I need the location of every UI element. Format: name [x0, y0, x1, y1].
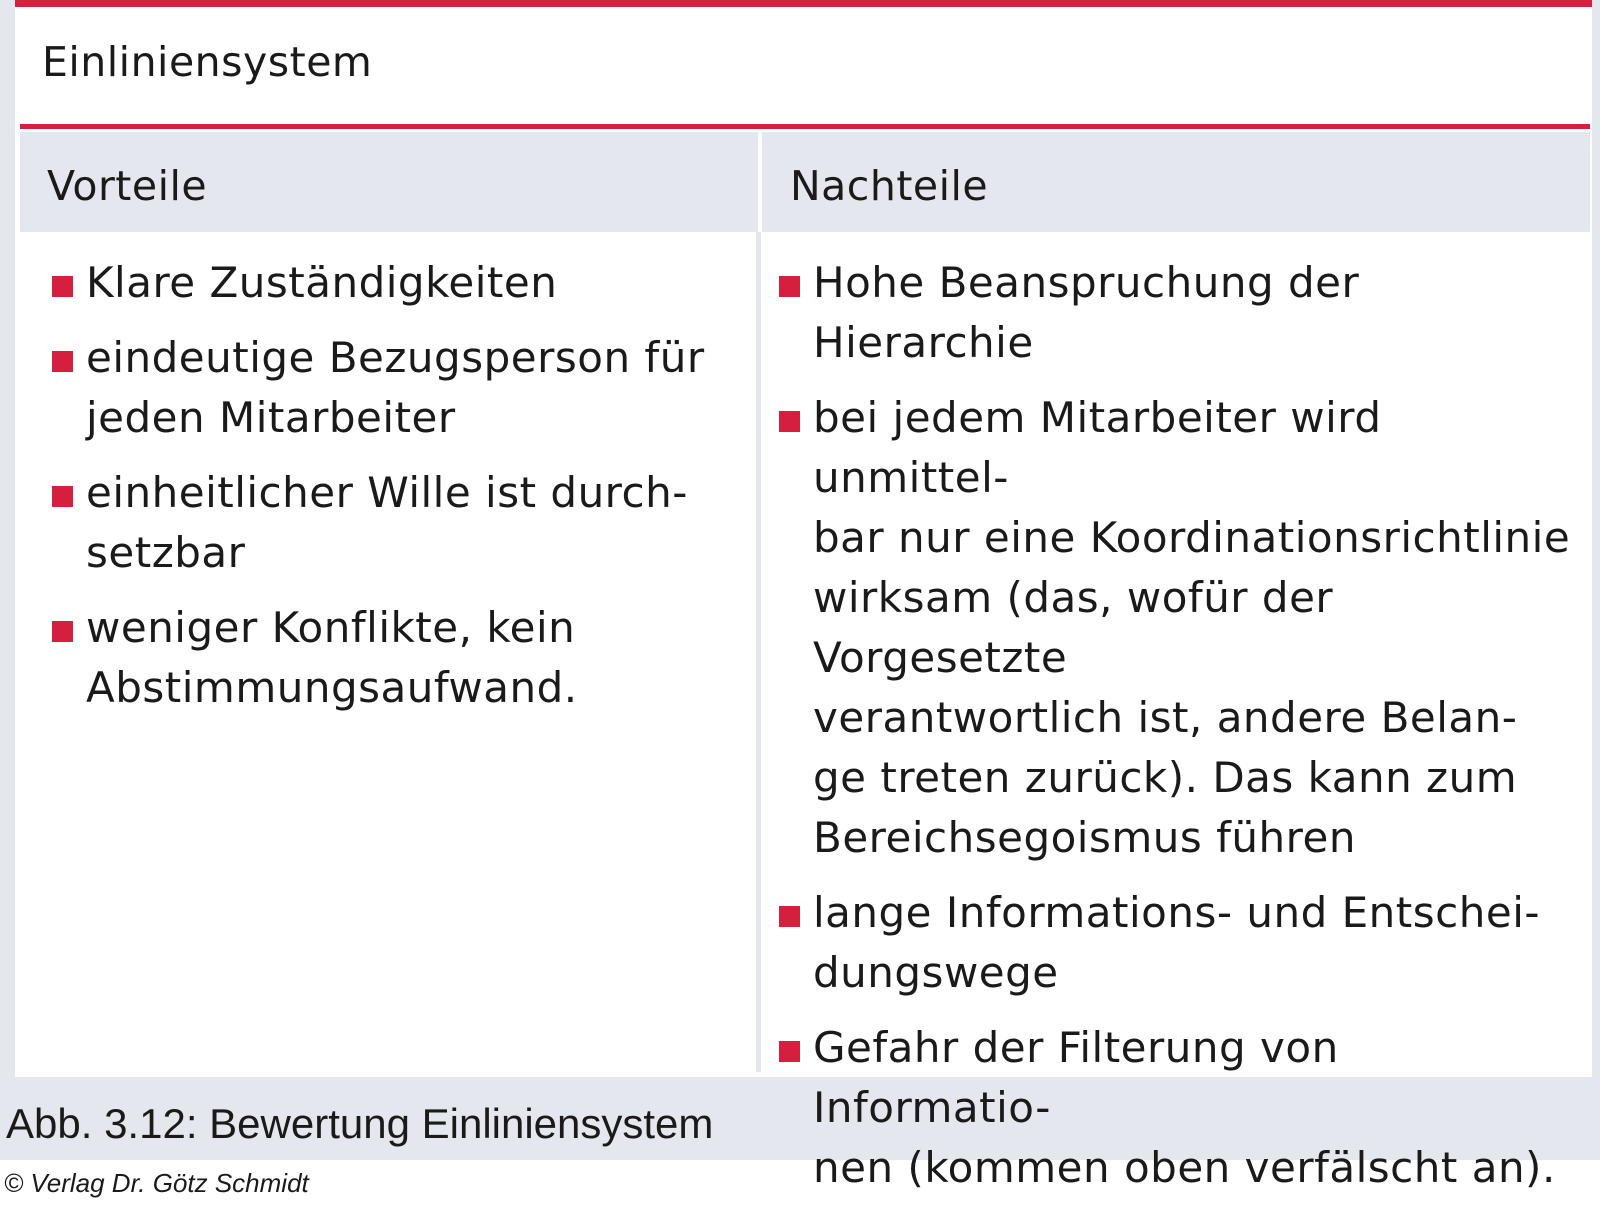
vorteile-list [52, 253, 742, 733]
list-item [52, 598, 742, 718]
list-item [779, 253, 1579, 373]
header-vorteile [20, 132, 758, 232]
list-item-text: eindeutige Bezugsperson für jeden Mitarbeiter [86, 333, 705, 442]
figure-caption: Abb. 3.12: Bewertung Einliniensystem [6, 1100, 714, 1147]
list-item-text: einheitlicher Wille ist durch- setzbar [86, 468, 688, 577]
header-nachteile-label: Nachteile [790, 162, 989, 210]
list-item [52, 328, 742, 448]
list-item-text: Klare Zuständigkeiten [86, 258, 558, 307]
list-item-text: lange Informations- und Entschei- dungswege [813, 888, 1541, 997]
bullet-square-icon [779, 1041, 800, 1062]
bullet-square-icon [52, 486, 73, 507]
list-item [779, 1018, 1579, 1198]
list-item [52, 253, 742, 313]
title-rule [20, 124, 1590, 129]
bullet-square-icon [52, 276, 73, 297]
header-nachteile [762, 132, 1590, 232]
copyright-notice: © Verlag Dr. Götz Schmidt [4, 1168, 309, 1198]
list-item [779, 883, 1579, 1003]
bullet-square-icon [779, 276, 800, 297]
list-item-text: Gefahr der Filterung von Informatio- nen (kommen oben verfälscht an). [813, 1023, 1556, 1192]
bullet-square-icon [52, 621, 73, 642]
bullet-square-icon [779, 411, 800, 432]
list-item-text: Hohe Beanspruchung der Hierarchie [813, 258, 1360, 367]
bullet-square-icon [52, 351, 73, 372]
nachteile-list [779, 253, 1579, 1213]
list-item-text: bei jedem Mitarbeiter wird unmittel- bar nur eine Koordinationsrichtlinie wirksam (das, wofür der Vorgesetzte verantwortlich ist, andere Belan- ge treten zurück). Das kann zum Bereichsegoismus führen [813, 393, 1571, 862]
column-divider [756, 232, 761, 1072]
top-rule [15, 0, 1592, 7]
list-item [52, 463, 742, 583]
bullet-square-icon [779, 906, 800, 927]
list-item [779, 388, 1579, 868]
header-vorteile-label: Vorteile [47, 162, 208, 210]
table-title: Einliniensystem [42, 38, 373, 86]
list-item-text: weniger Konflikte, kein Abstimmungsaufwand. [86, 603, 578, 712]
